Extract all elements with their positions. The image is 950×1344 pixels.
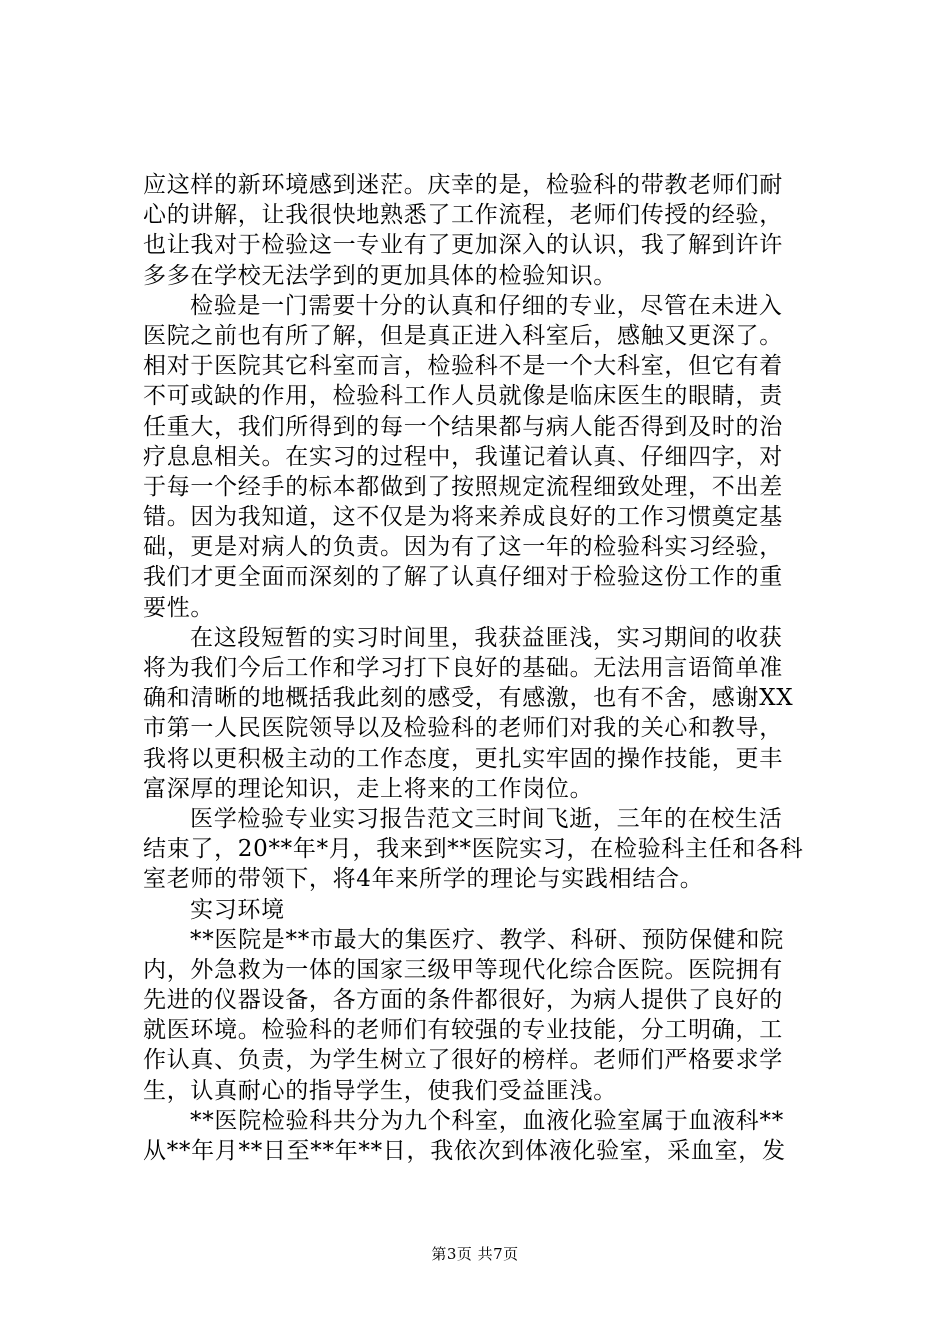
text-line: 也让我对于检验这一专业有了更加深入的认识，我了解到许许 bbox=[143, 232, 783, 259]
page-footer bbox=[0, 1244, 950, 1264]
text-line: 我将以更积极主动的工作态度，更扎实牢固的操作技能，更丰 bbox=[143, 745, 783, 772]
text-line: 任重大，我们所得到的每一个结果都与病人能否得到及时的治 bbox=[143, 413, 783, 440]
text-line: 室老师的带领下，将4年来所学的理论与实践相结合。 bbox=[143, 866, 704, 893]
text-line: 富深厚的理论知识，走上将来的工作岗位。 bbox=[143, 775, 594, 802]
page-total: 共7页 bbox=[477, 1245, 519, 1263]
text-line: 结束了，20**年*月，我来到**医院实习，在检验科主任和各科 bbox=[143, 836, 804, 863]
text-line: 应这样的新环境感到迷茫。庆幸的是，检验科的带教老师们耐 bbox=[143, 172, 783, 198]
text-line: **医院检验科共分为九个科室，血液化验室属于血液科** bbox=[190, 1107, 784, 1134]
text-line: 将为我们今后工作和学习打下良好的基础。无法用言语简单准 bbox=[143, 655, 783, 681]
text-line: 不可或缺的作用，检验科工作人员就像是临床医生的眼睛，责 bbox=[143, 383, 783, 410]
text-line: **医院是**市最大的集医疗、教学、科研、预防保健和院 bbox=[190, 926, 784, 953]
text-line: 先进的仪器设备，各方面的条件都很好，为病人提供了良好的 bbox=[143, 987, 783, 1014]
text-line: 就医环境。检验科的老师们有较强的专业技能，分工明确，工 bbox=[143, 1017, 783, 1044]
text-line: 要性。 bbox=[143, 594, 215, 621]
text-line: 在这段短暂的实习时间里，我获益匪浅，实习期间的收获 bbox=[190, 624, 783, 651]
text-line: 疗息息相关。在实习的过程中，我谨记着认真、仔细四字，对 bbox=[143, 443, 783, 470]
text-line: 市第一人民医院领导以及检验科的老师们对我的关心和教导， bbox=[143, 715, 783, 742]
text-line: 内，外急救为一体的国家三级甲等现代化综合医院。医院拥有 bbox=[143, 956, 783, 983]
text-line: 实习环境 bbox=[190, 896, 285, 923]
text-line: 相对于医院其它科室而言，检验科不是一个大科室，但它有着 bbox=[143, 353, 783, 380]
text-line: 医学检验专业实习报告范文三时间飞逝，三年的在校生活 bbox=[190, 805, 783, 832]
text-line: 错。因为我知道，这不仅是为将来养成良好的工作习惯奠定基 bbox=[143, 504, 783, 531]
text-line: 础，更是对病人的负责。因为有了这一年的检验科实习经验， bbox=[143, 534, 783, 561]
text-line: 心的讲解，让我很快地熟悉了工作流程，老师们传授的经验， bbox=[143, 202, 783, 229]
text-line: 于每一个经手的标本都做到了按照规定流程细致处理，不出差 bbox=[143, 473, 783, 500]
page-number: 第3页 bbox=[431, 1245, 473, 1263]
text-line: 生，认真耐心的指导学生，使我们受益匪浅。 bbox=[143, 1077, 617, 1104]
text-line: 多多在学校无法学到的更加具体的检验知识。 bbox=[143, 262, 617, 289]
text-line: 我们才更全面而深刻的了解了认真仔细对于检验这份工作的重 bbox=[143, 564, 783, 591]
text-line: 从**年月**日至**年**日，我依次到体液化验室，采血室，发 bbox=[143, 1138, 786, 1164]
text-line: 确和清晰的地概括我此刻的感受，有感激，也有不舍，感谢XX bbox=[143, 685, 794, 712]
text-line: 检验是一门需要十分的认真和仔细的专业，尽管在未进入 bbox=[190, 292, 783, 319]
document-body bbox=[143, 170, 808, 1166]
text-line: 医院之前也有所了解，但是真正进入科室后，感触又更深了。 bbox=[143, 322, 783, 349]
text-line: 作认真、负责，为学生树立了很好的榜样。老师们严格要求学 bbox=[143, 1047, 783, 1074]
